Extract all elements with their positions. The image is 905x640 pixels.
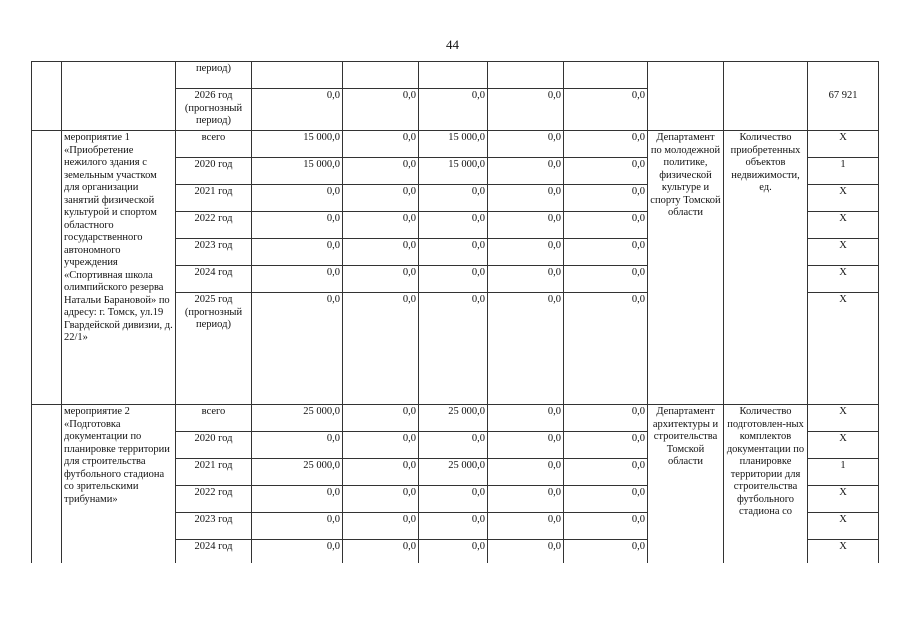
number-cell — [32, 62, 62, 131]
value-cell: 0,0 — [343, 185, 419, 212]
value-cell: 0,0 — [343, 540, 419, 566]
value-cell: 0,0 — [343, 131, 419, 158]
target-cell: X — [808, 131, 879, 158]
value-cell: 25 000,0 — [252, 459, 343, 486]
value-cell: 0,0 — [564, 266, 648, 293]
year-cell: 2025 год (прогнозный период) — [176, 293, 252, 405]
value-cell: 25 000,0 — [419, 459, 488, 486]
value-cell: 15 000,0 — [419, 131, 488, 158]
value-cell: 0,0 — [564, 486, 648, 513]
value-cell: 0,0 — [564, 185, 648, 212]
value-cell: 0,0 — [488, 239, 564, 266]
value-cell: 0,0 — [488, 185, 564, 212]
page-bottom-margin — [0, 563, 905, 640]
year-cell: 2020 год — [176, 432, 252, 459]
year-cell: 2022 год — [176, 212, 252, 239]
year-cell: всего — [176, 405, 252, 432]
value-cell: 25 000,0 — [419, 405, 488, 432]
value-cell: 0,0 — [343, 158, 419, 185]
value-cell: 0,0 — [564, 293, 648, 405]
value-cell: 0,0 — [252, 432, 343, 459]
value-cell: 0,0 — [252, 266, 343, 293]
target-cell: X — [808, 185, 879, 212]
value-cell: 0,0 — [252, 185, 343, 212]
value-cell: 0,0 — [343, 486, 419, 513]
year-cell: 2026 год (прогнозный период) — [176, 89, 252, 131]
number-cell — [32, 405, 62, 566]
value-cell: 0,0 — [488, 158, 564, 185]
target-cell: 67 921 — [808, 62, 879, 131]
indicator-cell: Количество приобретенных объектов недвижимости, ед. — [724, 131, 808, 405]
value-cell: 0,0 — [564, 405, 648, 432]
value-cell: 0,0 — [252, 239, 343, 266]
value-cell: 0,0 — [564, 540, 648, 566]
value-cell: 15 000,0 — [252, 131, 343, 158]
value-cell: 25 000,0 — [252, 405, 343, 432]
indicator-cell: Количество подготовлен-ных комплектов документации по планировке территории для строительства футбольного стадиона со — [724, 405, 808, 566]
value-cell: 0,0 — [488, 540, 564, 566]
target-cell: X — [808, 513, 879, 540]
value-cell: 0,0 — [252, 293, 343, 405]
year-cell: 2023 год — [176, 513, 252, 540]
table-row — [32, 405, 879, 432]
value-cell: 0,0 — [252, 513, 343, 540]
value-cell: 0,0 — [488, 89, 564, 131]
value-cell: 15 000,0 — [419, 158, 488, 185]
page-number: 44 — [446, 37, 459, 52]
value-cell: 0,0 — [488, 405, 564, 432]
value-cell: 0,0 — [343, 432, 419, 459]
target-cell: X — [808, 266, 879, 293]
value-cell: 0,0 — [343, 459, 419, 486]
number-cell — [32, 131, 62, 405]
executor-cell — [648, 62, 724, 131]
budget-table — [31, 61, 879, 566]
value-cell: 0,0 — [419, 432, 488, 459]
value-cell: 0,0 — [419, 486, 488, 513]
year-cell: 2024 год — [176, 540, 252, 566]
value-cell: 0,0 — [343, 239, 419, 266]
year-cell: 2023 год — [176, 239, 252, 266]
year-cell: период) — [176, 62, 252, 89]
value-cell: 0,0 — [419, 239, 488, 266]
target-cell: 1 — [808, 459, 879, 486]
value-cell: 0,0 — [419, 293, 488, 405]
target-cell: 1 — [808, 158, 879, 185]
value-cell: 0,0 — [564, 212, 648, 239]
value-cell: 0,0 — [343, 405, 419, 432]
target-cell: X — [808, 239, 879, 266]
value-cell: 0,0 — [252, 486, 343, 513]
value-cell: 0,0 — [419, 212, 488, 239]
executor-cell: Департамент архитектуры и строительства Томской области — [648, 405, 724, 566]
target-cell: X — [808, 293, 879, 405]
target-cell: X — [808, 432, 879, 459]
value-cell: 0,0 — [343, 89, 419, 131]
value-cell: 0,0 — [419, 513, 488, 540]
value-cell: 0,0 — [419, 89, 488, 131]
value-cell: 0,0 — [488, 266, 564, 293]
value-cell: 0,0 — [419, 540, 488, 566]
value-cell: 0,0 — [488, 459, 564, 486]
value-cell: 0,0 — [488, 513, 564, 540]
value-cell: 0,0 — [564, 89, 648, 131]
year-cell: 2021 год — [176, 459, 252, 486]
table-row — [32, 62, 879, 89]
target-cell: X — [808, 405, 879, 432]
value-cell: 0,0 — [488, 212, 564, 239]
value-cell: 0,0 — [252, 212, 343, 239]
year-cell: 2020 год — [176, 158, 252, 185]
event-name-cell: мероприятие 1 «Приобретение нежилого здания с земельным участком для организации занятий физической культурой и спортом областного государственного автономного учреждения «Спортивная школа олимпийского резерва Натальи Барановой» по адресу: г. Томск, ул.19 Гвардейской дивизии, д. 22/1» — [62, 131, 176, 405]
value-cell: 0,0 — [564, 459, 648, 486]
value-cell: 0,0 — [419, 185, 488, 212]
value-cell: 0,0 — [343, 513, 419, 540]
value-cell: 0,0 — [343, 266, 419, 293]
target-cell: X — [808, 540, 879, 566]
value-cell: 0,0 — [564, 513, 648, 540]
table-row — [32, 131, 879, 158]
value-cell: 0,0 — [564, 432, 648, 459]
year-cell: 2022 год — [176, 486, 252, 513]
value-cell: 15 000,0 — [252, 158, 343, 185]
value-cell: 0,0 — [252, 540, 343, 566]
value-cell: 0,0 — [419, 266, 488, 293]
value-cell: 0,0 — [343, 293, 419, 405]
value-cell: 0,0 — [564, 131, 648, 158]
value-cell: 0,0 — [564, 158, 648, 185]
value-cell: 0,0 — [488, 131, 564, 158]
value-cell: 0,0 — [564, 239, 648, 266]
value-cell: 0,0 — [488, 486, 564, 513]
executor-cell: Департамент по молодежной политике, физической культуре и спорту Томской области — [648, 131, 724, 405]
value-cell: 0,0 — [343, 212, 419, 239]
year-cell: 2021 год — [176, 185, 252, 212]
year-cell: всего — [176, 131, 252, 158]
name-cell — [62, 62, 176, 131]
value-cell: 0,0 — [488, 293, 564, 405]
target-cell: X — [808, 212, 879, 239]
value-cell: 0,0 — [488, 432, 564, 459]
value-cell: 0,0 — [252, 89, 343, 131]
event-name-cell: мероприятие 2 «Подготовка документации по планировке территории для строительства футбольного стадиона со зрительскими трибунами» — [62, 405, 176, 566]
indicator-cell — [724, 62, 808, 131]
year-cell: 2024 год — [176, 266, 252, 293]
target-cell: X — [808, 486, 879, 513]
